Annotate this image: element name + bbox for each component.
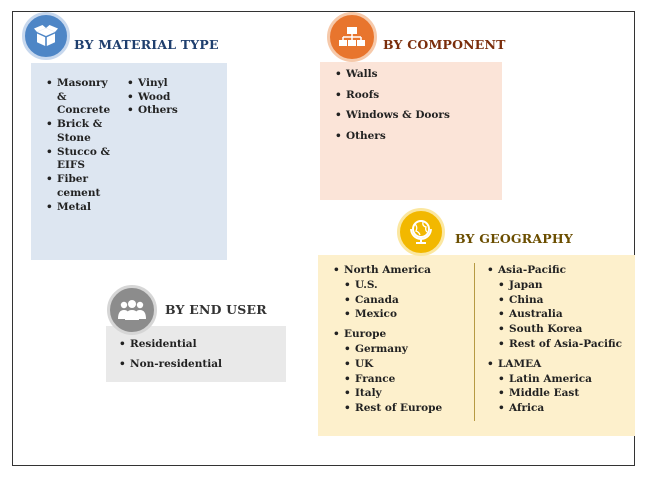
list-item: • Walls	[335, 68, 450, 82]
list-item: • South Korea	[498, 322, 632, 337]
list-item: • Stucco & EIFS	[46, 146, 118, 173]
region-item: • Asia-Pacific	[487, 263, 632, 278]
list-item: • Metal	[46, 201, 118, 215]
component-panel	[320, 62, 502, 200]
region-item: • North America	[333, 263, 483, 278]
list-item: • Latin America	[498, 372, 632, 387]
list-item: • Non-residential	[119, 358, 222, 372]
list-item: • Brick & Stone	[46, 118, 118, 145]
end-user-heading: BY END USER	[165, 302, 267, 317]
region-item: • LAMEA	[487, 357, 632, 372]
component-heading: BY COMPONENT	[383, 37, 506, 52]
list-item: • Others	[127, 104, 217, 118]
list-item: • China	[498, 293, 632, 308]
list-item: • France	[344, 372, 483, 387]
list-item: • Rest of Europe	[344, 401, 483, 416]
list-item: • Italy	[344, 386, 483, 401]
list-item: • Others	[335, 130, 450, 144]
list-item: • Middle East	[498, 386, 632, 401]
geography-list-col1	[333, 263, 483, 416]
components-icon	[327, 12, 377, 62]
component-list	[335, 68, 450, 150]
material-type-panel	[31, 63, 227, 260]
list-item: • Australia	[498, 307, 632, 322]
list-item: • U.S.	[344, 278, 483, 293]
list-item: • Wood	[127, 91, 217, 105]
users-icon	[107, 285, 157, 335]
list-item: • Japan	[498, 278, 632, 293]
list-item: • Roofs	[335, 89, 450, 103]
list-item: • Africa	[498, 401, 632, 416]
end-user-list	[119, 338, 222, 377]
material-type-heading: BY MATERIAL TYPE	[74, 37, 219, 52]
box-icon	[22, 12, 70, 60]
material-list-col2	[127, 77, 217, 118]
material-list-col1	[46, 77, 118, 215]
list-item: • Windows & Doors	[335, 109, 450, 123]
column-divider	[474, 263, 475, 421]
list-item: • Residential	[119, 338, 222, 352]
list-item: • Masonry & Concrete	[46, 77, 118, 118]
list-item: • Vinyl	[127, 77, 217, 91]
region-item: • Europe	[333, 327, 483, 342]
geography-heading: BY GEOGRAPHY	[455, 231, 574, 246]
list-item: • Canada	[344, 293, 483, 308]
list-item: • Germany	[344, 342, 483, 357]
globe-icon	[397, 208, 445, 256]
list-item: • UK	[344, 357, 483, 372]
list-item: • Fiber cement	[46, 173, 118, 200]
geography-panel	[318, 255, 635, 436]
list-item: • Rest of Asia-Pacific	[498, 337, 632, 352]
list-item: • Mexico	[344, 307, 483, 322]
geography-list-col2	[487, 263, 632, 416]
